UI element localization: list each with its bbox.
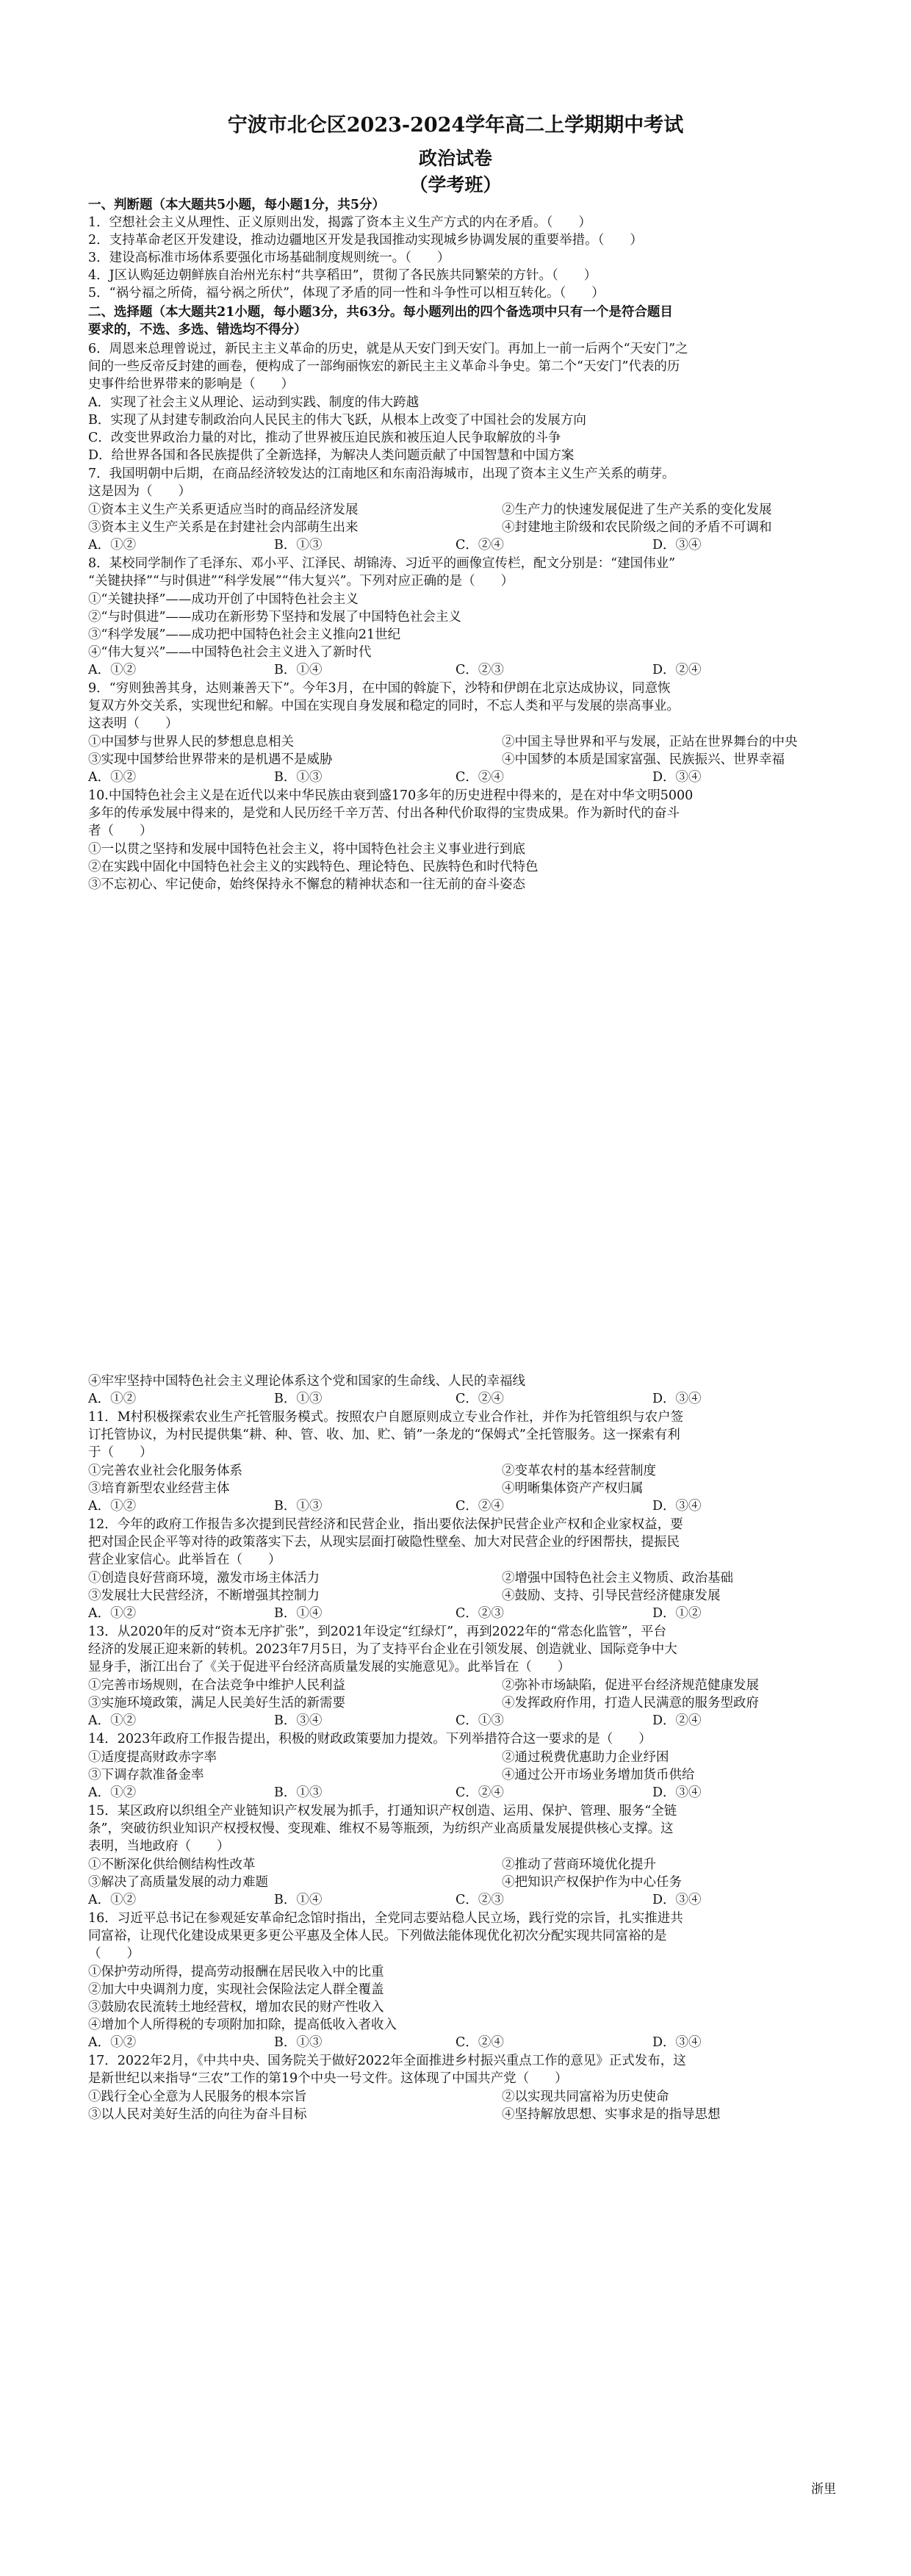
statement: ②弥补市场缺陷，促进平台经济规范健康发展 xyxy=(502,1678,759,1693)
question-text: “关键抉择”“与时俱进”“科学发展”“伟大复兴”。下列对应正确的是（ ） xyxy=(88,574,514,589)
question-text: （ ） xyxy=(88,1946,140,1961)
question-text: 9．“穷则独善其身，达则兼善天下”。今年3月，在中国的斡旋下，沙特和伊朗在北京达成协议，同意恢 xyxy=(88,681,671,696)
question-text: 多年的传承发展中得来的，是党和人民历经千辛万苦、付出各种代价取得的宝贵成果。作为新时代的奋斗 xyxy=(88,806,680,821)
question-text: 17．2022年2月，《中共中央、国务院关于做好2022年全面推进乡村振兴重点工作的意见》正式发布，这 xyxy=(88,2054,686,2068)
question-text: 7．我国明朝中后期，在商品经济较发达的江南地区和东南沿海城市，出现了资本主义生产关系的萌芽。 xyxy=(88,467,675,481)
statement: ③解决了高质量发展的动力难题 xyxy=(88,1875,268,1890)
choice: D．③④ xyxy=(652,1893,702,1907)
statement: ④中国梦的本质是国家富强、民族振兴、世界幸福 xyxy=(502,752,785,767)
question-text: 间的一些反帝反封建的画卷，便构成了一部绚丽恢宏的新民主主义革命斗争史。第二个“天安门”代表的历 xyxy=(88,359,680,374)
choice: A．①② xyxy=(88,1713,137,1728)
statement: ②加大中央调剂力度，实现社会保险法定人群全覆盖 xyxy=(88,1982,384,1997)
choice: B．①③ xyxy=(274,1499,323,1514)
choice: A．①② xyxy=(88,663,137,677)
judgement-item: 1．空想社会主义从理性、正义原则出发，揭露了资本主义生产方式的内在矛盾。（ ） xyxy=(88,215,591,230)
question-text: 14．2023年政府工作报告提出，积极的财政政策要加力提效。下列举措符合这一要求的是（ ） xyxy=(88,1732,652,1746)
question-text: 表明，当地政府（ ） xyxy=(88,1839,230,1854)
choice: D．①② xyxy=(652,1606,702,1621)
exam-subject: 政治试卷 xyxy=(418,148,492,169)
question-text: 者（ ） xyxy=(88,824,153,838)
statement: ①践行全心全意为人民服务的根本宗旨 xyxy=(88,2090,307,2104)
statement: ①一以贯之坚持和发展中国特色社会主义，将中国特色社会主义事业进行到底 xyxy=(88,842,525,857)
question-text: 15．某区政府以织组全产业链知识产权发展为抓手，打通知识产权创造、运用、保护、管理、服务“全链 xyxy=(88,1804,677,1818)
question-text: 经济的发展正迎来新的转机。2023年7月5日，为了支持平台企业在引领发展、创造就业、国际竞争中大 xyxy=(88,1642,677,1657)
statement: ②通过税费优惠助力企业纾困 xyxy=(502,1750,669,1765)
question-text: 13．从2020年的反对“资本无序扩张”，到2021年设定“红绿灯”，再到2022年的“常态化监管”，平台 xyxy=(88,1625,667,1639)
footer-mark: 浙里 xyxy=(811,2482,836,2497)
choice: A．①② xyxy=(88,2035,137,2050)
statement: ③不忘初心、牢记使命，始终保持永不懈怠的精神状态和一往无前的奋斗姿态 xyxy=(88,877,525,892)
statement: ④牢牢坚持中国特色社会主义理论体系这个党和国家的生命线、人民的幸福线 xyxy=(88,1374,525,1389)
choice: B．①④ xyxy=(274,1893,323,1907)
statement: ③以人民对美好生活的向往为奋斗目标 xyxy=(88,2107,307,2122)
statement: ①不断深化供给侧结构性改革 xyxy=(88,1857,256,1872)
judgement-item: 5．“祸兮福之所倚，福兮祸之所伏”，体现了矛盾的同一性和斗争性可以相互转化。（ ） xyxy=(88,286,605,301)
choice: C．②③ xyxy=(455,663,504,677)
option: A．实现了社会主义从理论、运动到实践、制度的伟大跨越 xyxy=(88,395,420,410)
choice: D．②④ xyxy=(652,1713,702,1728)
statement: ③发展壮大民营经济，不断增强其控制力 xyxy=(88,1589,320,1603)
choice: A．①② xyxy=(88,1499,137,1514)
statement: ③下调存款准备金率 xyxy=(88,1768,204,1782)
question-text: 这表明（ ） xyxy=(88,716,179,731)
choice: A．①② xyxy=(88,1392,137,1406)
question-text: 8．某校同学制作了毛泽东、邓小平、江泽民、胡锦涛、习近平的画像宣传栏，配文分别是：“建国伟业” xyxy=(88,556,676,571)
question-text: 显身手，浙江出台了《关于促进平台经济高质量发展的实施意见》。此举旨在（ ） xyxy=(88,1660,571,1674)
choice: C．②④ xyxy=(455,1499,504,1514)
statement: ④通过公开市场业务增加货币供给 xyxy=(502,1768,695,1782)
choice: C．②④ xyxy=(455,538,504,553)
question-text: 16．习近平总书记在参观延安革命纪念馆时指出，全党同志要站稳人民立场，践行党的宗旨，扎实推进共 xyxy=(88,1911,683,1926)
statement: ①资本主义生产关系更适应当时的商品经济发展 xyxy=(88,503,359,517)
choice: C．①③ xyxy=(455,1713,504,1728)
statement: ③实现中国梦给世界带来的是机遇不是威胁 xyxy=(88,752,333,767)
exam-title: 宁波市北仑区2023-2024学年高二上学期期中考试 xyxy=(227,114,684,137)
section2-heading: 要求的，不选、多选、错选均不得分） xyxy=(88,323,307,337)
question-text: 订托管协议，为村民提供集“耕、种、管、收、加、贮、销”一条龙的“保姆式”全托管服务。这一探索有利 xyxy=(88,1428,680,1442)
statement: ③“科学发展”——成功把中国特色社会主义推向21世纪 xyxy=(88,627,401,642)
statement: ②以实现共同富裕为历史使命 xyxy=(502,2090,669,2104)
statement: ②中国主导世界和平与发展，正站在世界舞台的中央 xyxy=(502,735,798,749)
statement: ④明晰集体资产产权归属 xyxy=(502,1481,644,1496)
choice: B．①③ xyxy=(274,538,323,553)
question-text: 于（ ） xyxy=(88,1445,153,1460)
choice: C．②④ xyxy=(455,1392,504,1406)
judgement-item: 4．J区认购延边朝鲜族自治州光东村“共享稻田”，贯彻了各民族共同繁荣的方针。（ ） xyxy=(88,268,597,283)
choice: C．②④ xyxy=(455,1785,504,1800)
choice: B．③④ xyxy=(274,1713,323,1728)
section2-heading: 二、选择题（本大题共21小题，每小题3分，共63分。每小题列出的四个备选项中只有一个是符合题目 xyxy=(88,305,673,320)
statement: ④鼓励、支持、引导民营经济健康发展 xyxy=(502,1589,721,1603)
choice: B．①④ xyxy=(274,663,323,677)
option: D．给世界各国和各民族提供了全新选择，为解决人类问题贡献了中国智慧和中国方案 xyxy=(88,448,575,463)
choice: A．①② xyxy=(88,770,137,785)
choice: C．②③ xyxy=(455,1893,504,1907)
statement: ④坚持解放思想、实事求是的指导思想 xyxy=(502,2107,721,2122)
statement: ④发挥政府作用，打造人民满意的服务型政府 xyxy=(502,1696,759,1710)
choice: A．①② xyxy=(88,538,137,553)
statement: ③培育新型农业经营主体 xyxy=(88,1481,230,1496)
question-text: 11．M村积极探索农业生产托管服务模式。按照农户自愿原则成立专业合作社，并作为托管组织与农户签 xyxy=(88,1410,684,1425)
choice: D．③④ xyxy=(652,538,702,553)
section1-heading: 一、判断题（本大题共5小题，每小题1分，共5分） xyxy=(88,198,386,212)
choice: B．①③ xyxy=(274,2035,323,2050)
statement: ②“与时俱进”——成功在新形势下坚持和发展了中国特色社会主义 xyxy=(88,610,461,625)
choice: C．②④ xyxy=(455,2035,504,2050)
statement: ③实施环境政策，满足人民美好生活的新需要 xyxy=(88,1696,345,1710)
question-text: 6．周恩来总理曾说过，新民主主义革命的历史，就是从天安门到天安门。再加上一前一后两个“天安门”之 xyxy=(88,342,688,356)
statement: ②变革农村的基本经营制度 xyxy=(502,1464,656,1478)
statement: ④“伟大复兴”——中国特色社会主义进入了新时代 xyxy=(88,645,372,660)
choice: D．③④ xyxy=(652,1392,702,1406)
question-text: 同富裕，让现代化建设成果更多更公平惠及全体人民。下列做法能体现优化初次分配实现共同富裕的是 xyxy=(88,1929,667,1943)
option: C．改变世界政治力量的对比，推动了世界被压迫民族和被压迫人民争取解放的斗争 xyxy=(88,431,561,445)
statement: ②推动了营商环境优化提升 xyxy=(502,1857,656,1872)
choice: B．①③ xyxy=(274,770,323,785)
question-text: 10.中国特色社会主义是在近代以来中华民族由衰到盛170多年的历史进程中得来的，是在对中华文明5000 xyxy=(88,788,694,803)
choice: D．③④ xyxy=(652,1499,702,1514)
statement: ①中国梦与世界人民的梦想息息相关 xyxy=(88,735,294,749)
question-text: 这是因为（ ） xyxy=(88,484,191,499)
choice: D．③④ xyxy=(652,1785,702,1800)
choice: B．①③ xyxy=(274,1785,323,1800)
question-text: 营企业家信心。此举旨在（ ） xyxy=(88,1553,281,1567)
statement: ①完善农业社会化服务体系 xyxy=(88,1464,242,1478)
question-text: 是新世纪以来指导“三农”工作的第19个中央一号文件。这体现了中国共产党（ ） xyxy=(88,2071,568,2086)
statement: ①保护劳动所得，提高劳动报酬在居民收入中的比重 xyxy=(88,1965,384,1979)
choice: C．②③ xyxy=(455,1606,504,1621)
judgement-item: 3．建设高标准市场体系要强化市场基础制度规则统一。（ ） xyxy=(88,251,450,265)
choice: A．①② xyxy=(88,1785,137,1800)
question-text: 把对国企民企平等对待的政策落实下去，从现实层面打破隐性壁垒、加大对民营企业的纾困帮扶，提振民 xyxy=(88,1535,680,1550)
question-text: 条”，突破彷织业知识产权授权慢、变现难、维权不易等瓶颈，为纺织产业高质量发展提供核心支撑。这 xyxy=(88,1821,674,1836)
choice: A．①② xyxy=(88,1606,137,1621)
statement: ④增加个人所得税的专项附加扣除，提高低收入者收入 xyxy=(88,2018,397,2032)
option: B．实现了从封建专制政治向人民民主的伟大飞跃，从根本上改变了中国社会的发展方向 xyxy=(88,413,586,428)
statement: ①创造良好营商环境，激发市场主体活力 xyxy=(88,1571,320,1586)
choice: A．①② xyxy=(88,1893,137,1907)
judgement-item: 2．支持革命老区开发建设，推动边疆地区开发是我国推动实现城乡协调发展的重要举措。（ ） xyxy=(88,233,643,248)
choice: D．③④ xyxy=(652,770,702,785)
choice: D．③④ xyxy=(652,2035,702,2050)
statement: ③鼓励农民流转土地经营权，增加农民的财产性收入 xyxy=(88,2000,384,2015)
choice: C．②④ xyxy=(455,770,504,785)
question-text: 12．今年的政府工作报告多次提到民营经济和民营企业，指出要依法保护民营企业产权和企业家权益，要 xyxy=(88,1517,683,1532)
statement: ②生产力的快速发展促进了生产关系的变化发展 xyxy=(502,503,772,517)
statement: ②增强中国特色社会主义物质、政治基础 xyxy=(502,1571,733,1586)
statement: ④封建地主阶级和农民阶级之间的矛盾不可调和 xyxy=(502,520,772,535)
statement: ①适度提高财政赤字率 xyxy=(88,1750,217,1765)
choice: B．①③ xyxy=(274,1392,323,1406)
choice: B．①④ xyxy=(274,1606,323,1621)
choice: D．②④ xyxy=(652,663,702,677)
statement: ①完善市场规则，在合法竞争中维护人民利益 xyxy=(88,1678,345,1693)
question-text: 复双方外交关系，实现世纪和解。中国在实现自身发展和稳定的同时，不忘人类和平与发展的崇高事业。 xyxy=(88,699,680,713)
exam-track: （学考班） xyxy=(409,174,502,195)
question-text: 史事件给世界带来的影响是（ ） xyxy=(88,377,294,392)
statement: ④把知识产权保护作为中心任务 xyxy=(502,1875,682,1890)
statement: ②在实践中固化中国特色社会主义的实践特色、理论特色、民族特色和时代特色 xyxy=(88,860,539,874)
statement: ①“关键抉择”——成功开创了中国特色社会主义 xyxy=(88,592,359,607)
statement: ③资本主义生产关系是在封建社会内部萌生出来 xyxy=(88,520,359,535)
